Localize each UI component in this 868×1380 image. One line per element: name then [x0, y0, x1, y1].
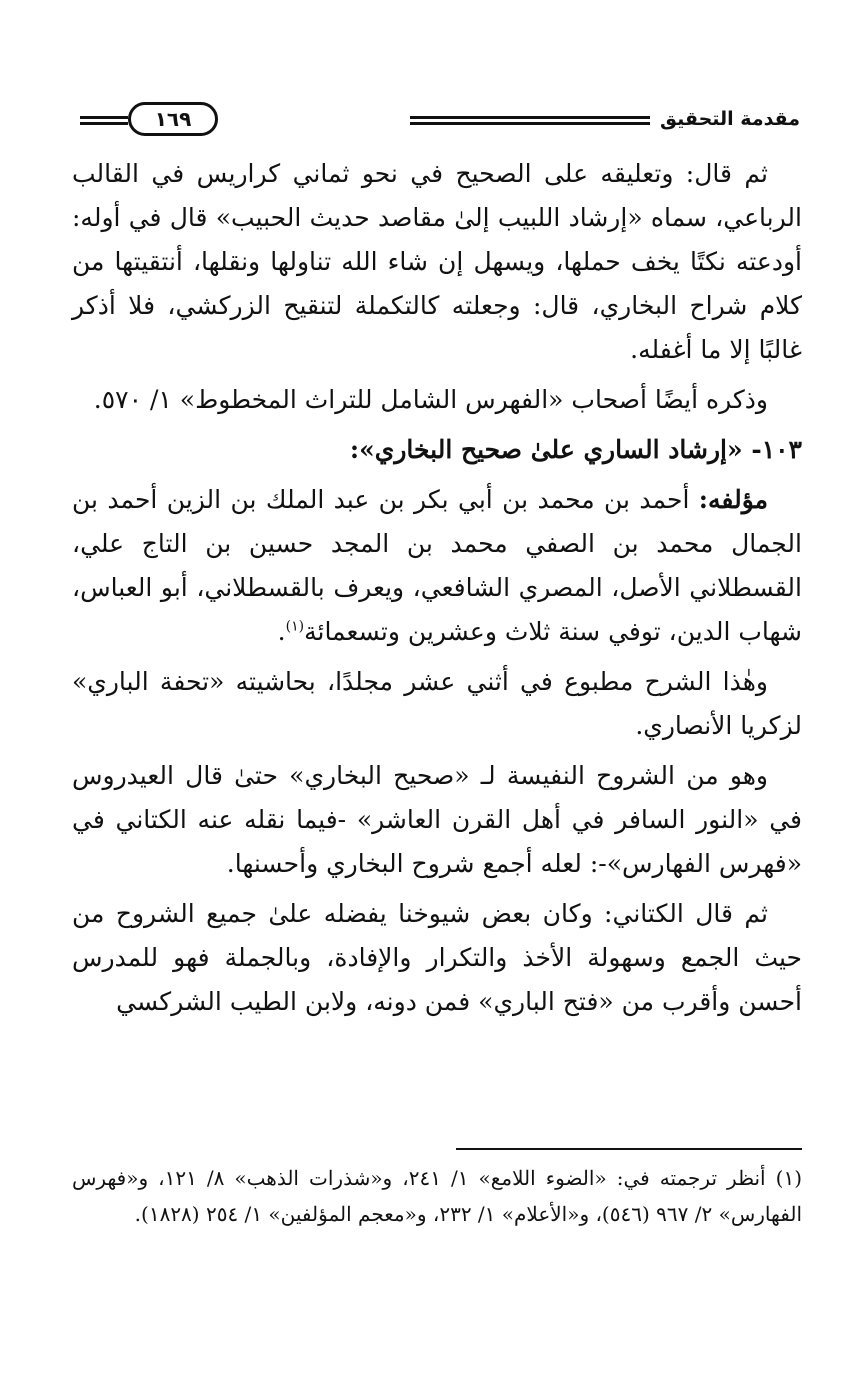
paragraph-4: وهٰذا الشرح مطبوع في أثني عشر مجلدًا، بحاشيته «تحفة الباري» لزكريا الأنصاري.	[72, 667, 802, 740]
author-text-end: .	[277, 617, 286, 646]
paragraph-5: وهو من الشروح النفيسة لـ «صحيح البخاري» حتىٰ قال العيدروس في «النور السافر في أهل القرن العاشر» -فيما نقله عنه الكتاني في «فهرس الفهارس»-: لعله أجمع شروح البخاري وأحسنها.	[72, 761, 802, 878]
footnote-ref[interactable]: (١)	[285, 618, 305, 635]
paragraph-author	[72, 478, 802, 654]
page-number: ١٦٩	[128, 102, 218, 136]
paragraph-6: ثم قال الكتاني: وكان بعض شيوخنا يفضله علىٰ جميع الشروح من حيث الجمع وسهولة الأخذ والتكرار والإفادة، وبالجملة فهو للمدرس أحسن وأقرب من «فتح الباري» فمن دونه، ولابن الطيب الشركسي	[72, 899, 802, 1016]
header-rule-left	[80, 116, 128, 119]
author-text: أحمد بن محمد بن أبي بكر بن عبد الملك بن الزين أحمد بن الجمال محمد بن الصفي محمد بن المجد حسين بن التاج علي، القسطلاني الأصل، المصري الشافعي، ويعرف بالقسطلاني، أبو العباس، شهاب الدين، توفي سنة ثلاث وعشرين وتسعمائة	[72, 485, 802, 646]
header-rule-right	[410, 116, 650, 119]
footnote-separator	[456, 1148, 802, 1150]
section-title: مقدمة التحقيق	[660, 108, 800, 130]
author-label: مؤلفه:	[698, 485, 768, 514]
running-header	[80, 100, 800, 144]
paragraph-1: ثم قال: وتعليقه على الصحيح في نحو ثماني كراريس في القالب الرباعي، سماه «إرشاد اللبيب إلىٰ مقاصد حديث الحبيب» قال في أوله: أودعته نكتًا يخف حملها، ويسهل إن شاء الله تناولها ونقلها، أنتقيتها من كلام شراح البخاري، قال: وجعلته كالتكملة لتنقيح الزركشي، فلا أذكر غالبًا إلا ما أغفله.	[72, 159, 802, 364]
entry-heading: ١٠٣- «إرشاد الساري علىٰ صحيح البخاري»:	[349, 435, 802, 464]
footnote-1: (١) أنظر ترجمته في: «الضوء اللامع» ١/ ٢٤١، و«شذرات الذهب» ٨/ ١٢١، و«فهرس الفهارس» ٢/ ٩٦٧ (٥٤٦)، و«الأعلام» ١/ ٢٣٢، و«معجم المؤلفين» ١/ ٢٥٤ (١٨٢٨).	[72, 1166, 803, 1226]
paragraph-2: وذكره أيضًا أصحاب «الفهرس الشامل للتراث المخطوط» ١/ ٥٧٠.	[93, 385, 768, 414]
main-text	[72, 152, 802, 1030]
footnotes	[72, 1160, 802, 1232]
